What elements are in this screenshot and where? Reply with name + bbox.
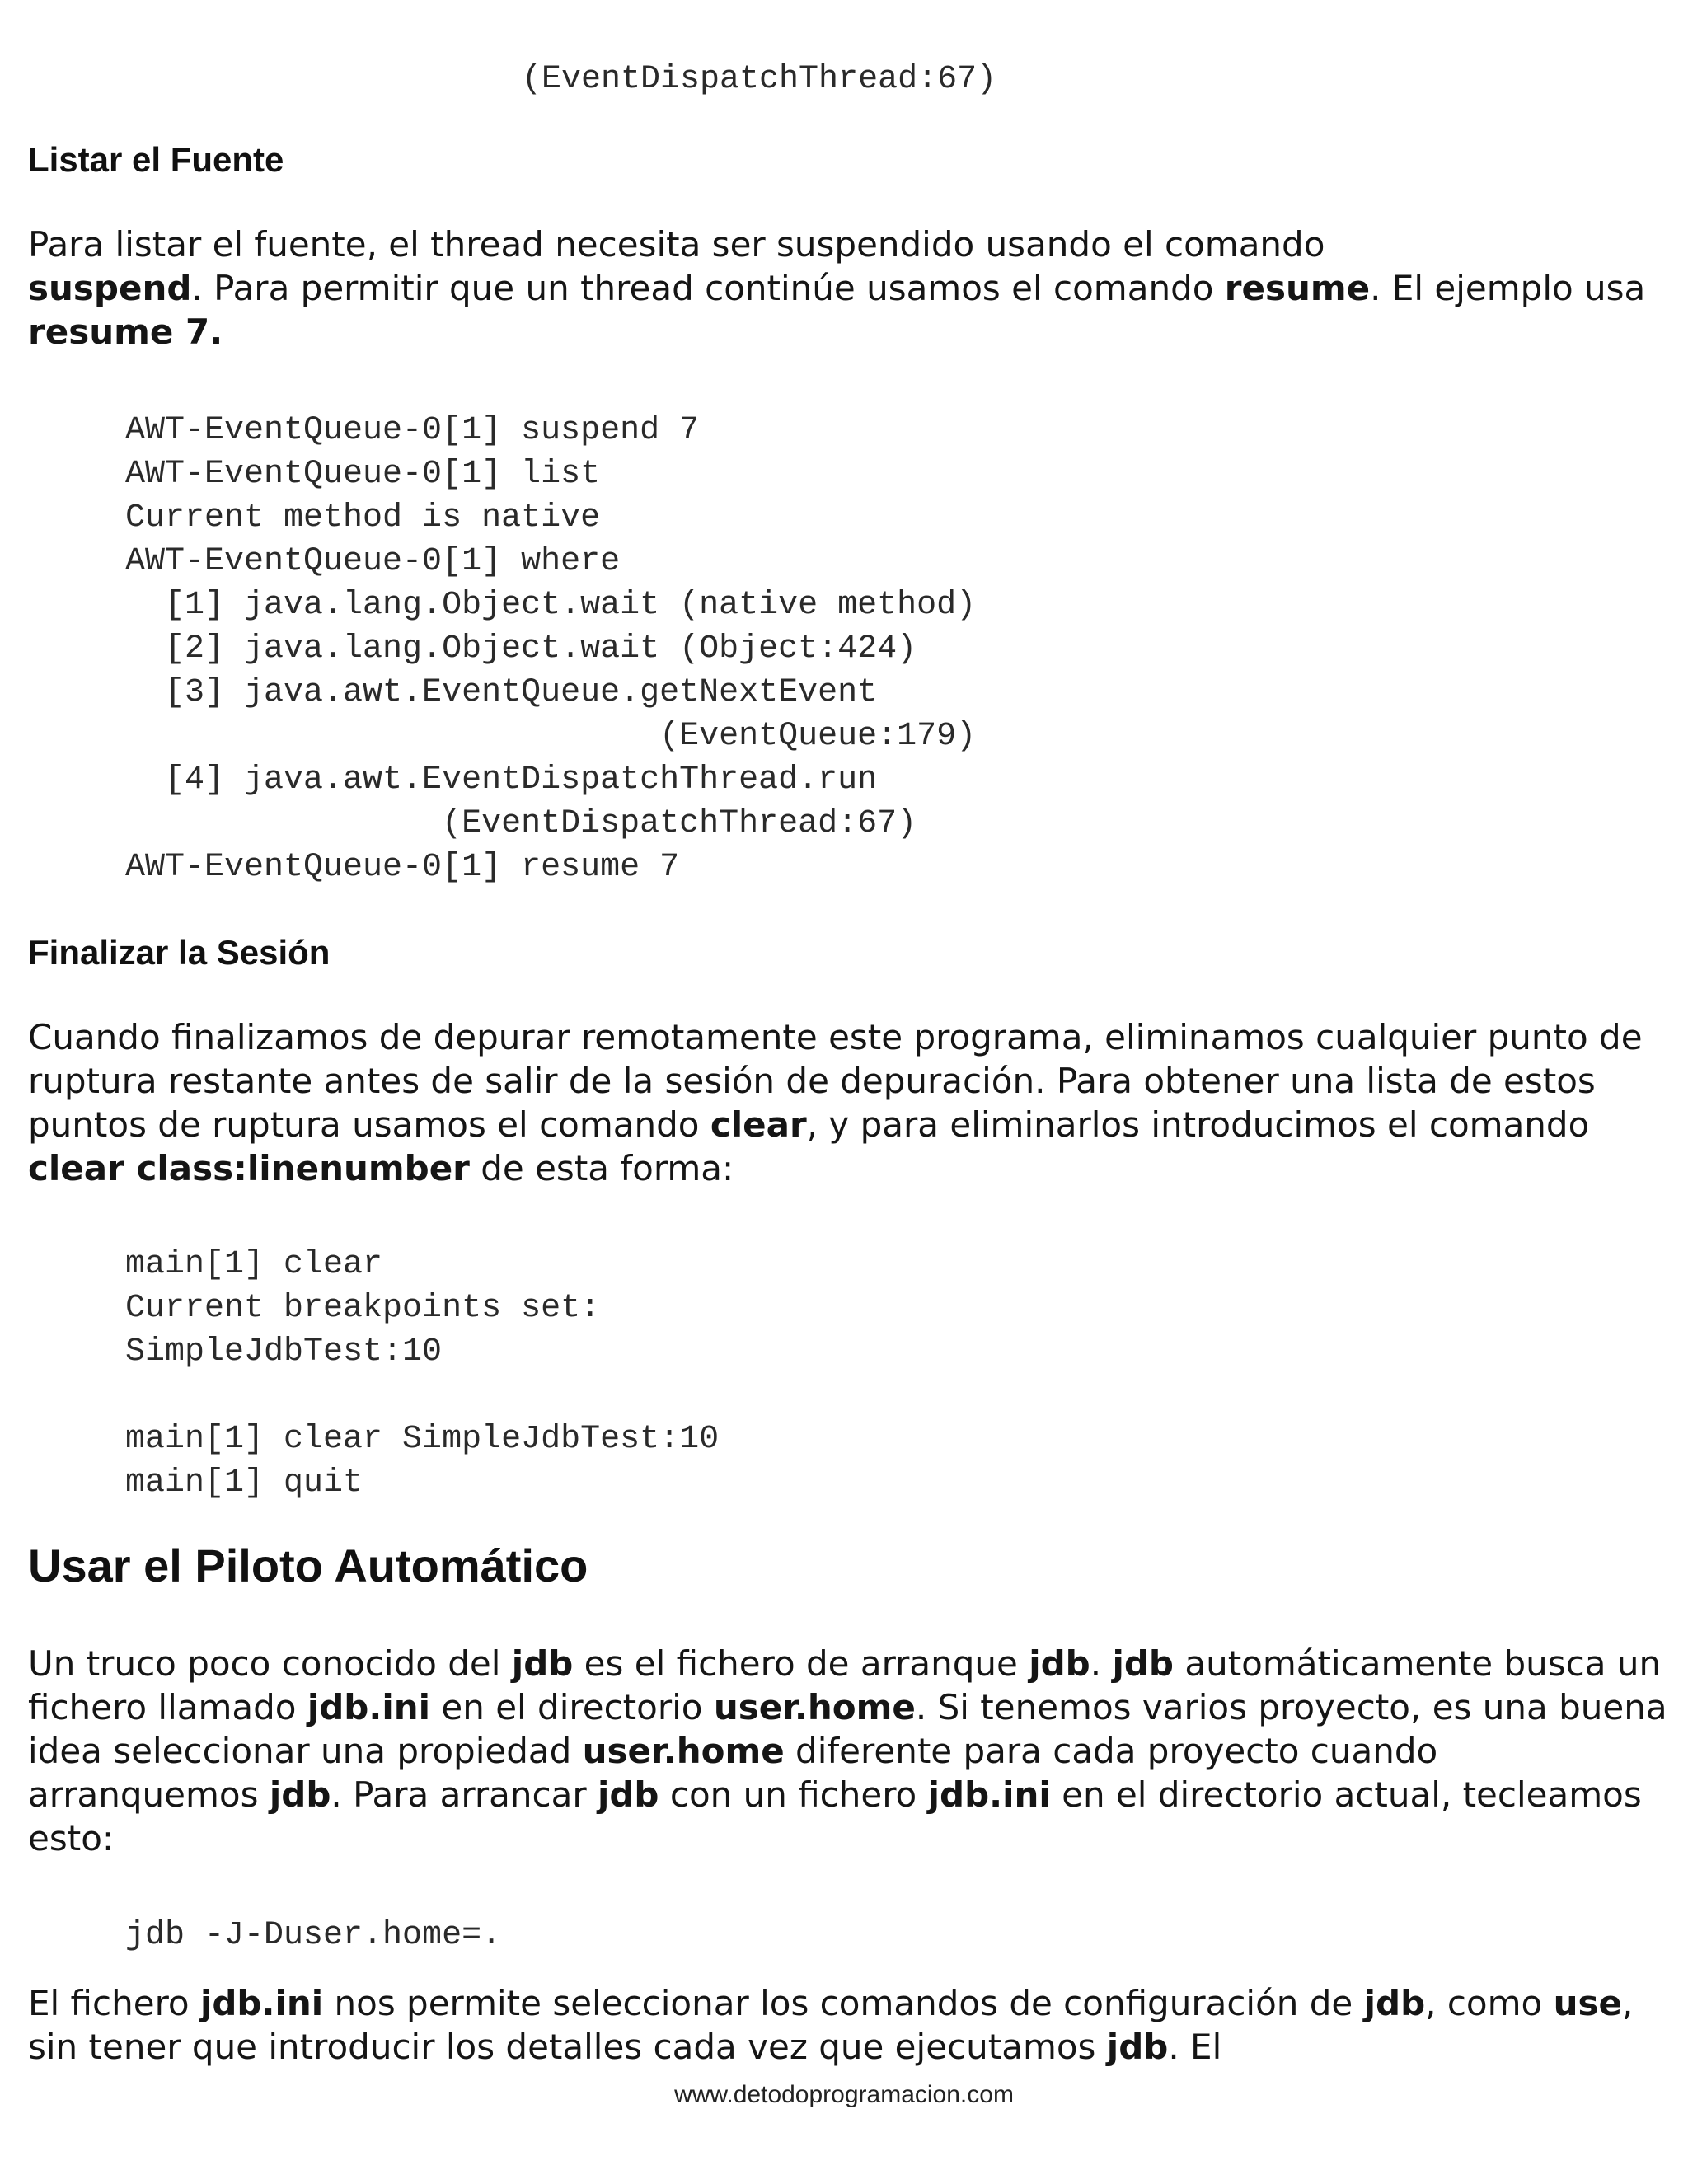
- bold-term: jdb: [1029, 1643, 1090, 1684]
- text-run: , como: [1425, 1983, 1554, 2023]
- bold-term: jdb: [1363, 1983, 1426, 2023]
- bold-term: user.home: [713, 1687, 916, 1727]
- text-run: Para listar el fuente, el thread necesita ser suspendido usando el comando: [28, 224, 1325, 265]
- text-run: automáticamente busca un fichero llamado: [28, 1643, 1662, 1727]
- bold-term: jdb: [1112, 1643, 1174, 1684]
- code-block-piloto: jdb -J-Duser.home=.: [125, 1917, 502, 1954]
- text-run: . El: [1168, 2027, 1222, 2067]
- heading-piloto-automatico: Usar el Piloto Automático: [28, 1540, 588, 1591]
- bold-term: suspend: [28, 268, 192, 308]
- text-run: diferente para cada proyecto cuando arranquemos: [28, 1731, 1438, 1815]
- footer-url: www.detodoprogramacion.com: [674, 2081, 1014, 2108]
- text-run: de esta forma:: [469, 1148, 734, 1188]
- text-run: , sin tener que introducir los detalles cada vez que ejecutamos: [28, 1983, 1634, 2067]
- text-run: .: [1090, 1643, 1113, 1684]
- bold-term: user.home: [582, 1731, 785, 1771]
- text-run: El fichero: [28, 1983, 200, 2023]
- text-run: . El ejemplo usa: [1370, 268, 1646, 308]
- bold-term: jdb.ini: [199, 1983, 324, 2023]
- bold-term: jdb: [1106, 2027, 1169, 2067]
- bold-term: jdb.ini: [307, 1687, 431, 1727]
- code-continuation: (EventDispatchThread:67): [522, 61, 997, 98]
- paragraph-piloto-automatico: [28, 1642, 1668, 1860]
- code-block-listar: AWT-EventQueue-0[1] suspend 7 AWT-EventQueue-0[1] list Current method is native AWT-EventQueue-0[1] where [1] java.lang.Object.wait (native method) [2] java.lang.Object.wait (Object:424) [3] java.awt.EventQueue.getNextEvent (EventQueue:179) [4] java.awt.EventDispatchThread.run (EventDispatchThread:67) AWT-EventQueue-0[1] resume 7: [125, 412, 977, 886]
- bold-term: resume: [1224, 268, 1371, 308]
- text-run: Un truco poco conocido del: [28, 1643, 512, 1684]
- bold-term: jdb: [597, 1774, 659, 1815]
- paragraph-jdb-ini: [28, 1981, 1668, 2069]
- bold-term: jdb: [511, 1643, 574, 1684]
- bold-term: clear: [710, 1104, 807, 1145]
- text-run: . Para permitir que un thread continúe usamos el comando: [191, 268, 1225, 308]
- text-run: Cuando finalizamos de depurar remotamente este programa, eliminamos cualquier punto de ruptura restante antes de salir de la sesión de depuración. Para obtener una lista de estos puntos de ruptura usamos el comando: [28, 1017, 1643, 1145]
- text-run: en el directorio: [430, 1687, 714, 1727]
- text-run: . Si tenemos varios proyecto, es una buena idea seleccionar una propiedad: [28, 1687, 1667, 1771]
- text-run: es el fichero de arranque: [573, 1643, 1029, 1684]
- code-block-finalizar: main[1] clear Current breakpoints set: SimpleJdbTest:10 main[1] clear SimpleJdbTest:10 main[1] quit: [125, 1246, 720, 1502]
- text-run: . Para arrancar: [331, 1774, 598, 1815]
- text-run: en el directorio actual, tecleamos esto:: [28, 1774, 1642, 1858]
- bold-term: use: [1553, 1983, 1622, 2023]
- text-run: , y para eliminarlos introducimos el comando: [806, 1104, 1590, 1145]
- text-run: con un fichero: [659, 1774, 928, 1815]
- paragraph-listar-fuente: [28, 223, 1668, 354]
- bold-term: jdb.ini: [927, 1774, 1051, 1815]
- bold-term: resume 7.: [28, 312, 223, 352]
- text-run: nos permite seleccionar los comandos de configuración de: [323, 1983, 1364, 2023]
- heading-finalizar-sesion: Finalizar la Sesión: [28, 933, 331, 972]
- bold-term: clear class:linenumber: [28, 1148, 470, 1188]
- heading-listar-fuente: Listar el Fuente: [28, 140, 284, 179]
- paragraph-finalizar-sesion: [28, 1015, 1668, 1190]
- bold-term: jdb: [269, 1774, 331, 1815]
